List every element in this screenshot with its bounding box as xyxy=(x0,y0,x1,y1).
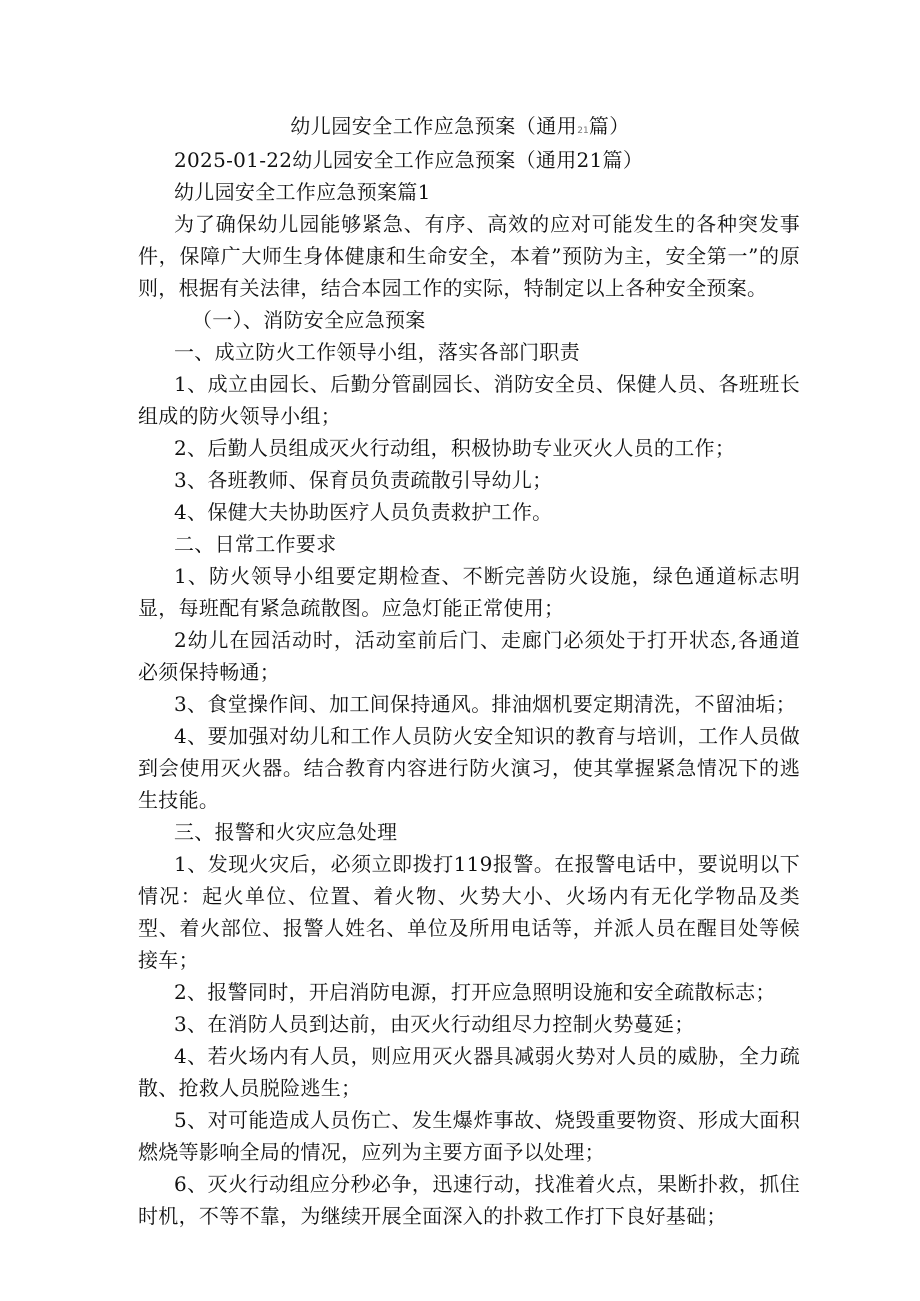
heading-3: 三、报警和火灾应急处理 xyxy=(174,820,398,844)
list-item: 1、发现火灾后，必须立即拨打119报警。在报警电话中，要说明以下情况：起火单位、位置、着火物、火势大小、火场内有无化学物品及类型、着火部位、报警人姓名、单位及所用电话等，并派人员在醒目处等候接车； xyxy=(138,852,800,972)
list-item: 3、在消防人员到达前，由灭火行动组尽力控制火势蔓延； xyxy=(174,1012,695,1036)
date-line: 2025-01-22幼儿园安全工作应急预案（通用21篇） xyxy=(174,148,644,172)
list-item: 1、成立由园长、后勤分管副园长、消防安全员、保健人员、各班班长组成的防火领导小组； xyxy=(138,372,800,428)
heading-1: 一、成立防火工作领导小组，落实各部门职责 xyxy=(174,340,580,364)
document-body xyxy=(138,144,800,1232)
list-item: 2、报警同时，开启消防电源，打开应急照明设施和安全疏散标志； xyxy=(174,980,776,1004)
subsection-heading: （一）、消防安全应急预案 xyxy=(192,308,426,332)
list-item: 4、若火场内有人员，则应用灭火器具减弱火势对人员的威胁，全力疏散、抢救人员脱险逃生； xyxy=(138,1044,800,1100)
list-item: 2幼儿在园活动时，活动室前后门、走廊门必须处于打开状态,各通道必须保持畅通； xyxy=(138,628,800,684)
title-superscript: 21 xyxy=(577,126,589,136)
paragraph: 为了确保幼儿园能够紧急、有序、高效的应对可能发生的各种突发事件，保障广大师生身体健康和生命安全，本着”预防为主，安全第一”的原则，根据有关法律，结合本园工作的实际，特制定以上各种安全预案。 xyxy=(138,212,800,300)
list-item: 4、要加强对幼儿和工作人员防火安全知识的教育与培训，工作人员做到会使用灭火器。结合教育内容进行防火演习，使其掌握紧急情况下的逃生技能。 xyxy=(138,724,800,812)
list-item: 6、灭火行动组应分秒必争，迅速行动，找准着火点，果断扑救，抓住时机，不等不靠，为继续开展全面深入的扑救工作打下良好基础； xyxy=(138,1172,800,1228)
list-item: 3、食堂操作间、加工间保持通风。排油烟机要定期清洗，不留油垢； xyxy=(174,692,797,716)
section-heading: 幼儿园安全工作应急预案篇1 xyxy=(174,180,431,204)
heading-2: 二、日常工作要求 xyxy=(174,532,337,556)
list-item: 5、对可能造成人员伤亡、发生爆炸事故、烧毁重要物资、形成大面积燃烧等影响全局的情况，应列为主要方面予以处理； xyxy=(138,1108,800,1164)
list-item: 2、后勤人员组成灭火行动组，积极协助专业灭火人员的工作； xyxy=(174,436,736,460)
title-main-text: 幼儿园安全工作应急预案（通用 xyxy=(290,114,578,138)
title-end-text: 篇） xyxy=(588,114,630,138)
list-item: 1、防火领导小组要定期检查、不断完善防火设施，绿色通道标志明显，每班配有紧急疏散图。应急灯能正常使用； xyxy=(138,564,800,620)
list-item: 4、保健大夫协助医疗人员负责救护工作。 xyxy=(174,500,553,524)
list-item: 3、各班教师、保育员负责疏散引导幼儿； xyxy=(174,468,553,492)
document-title xyxy=(0,112,920,145)
